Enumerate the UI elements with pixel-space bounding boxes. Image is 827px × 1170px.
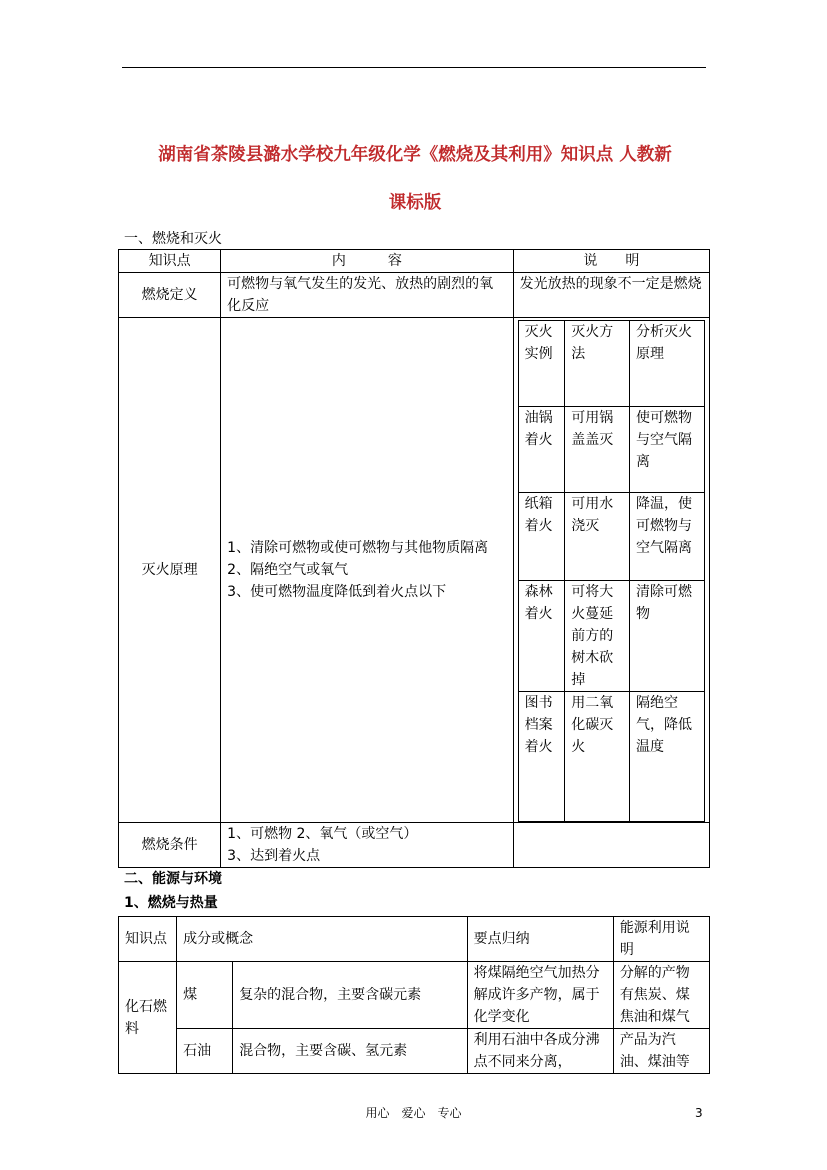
inner-cell: 可将大火蔓延前方的树木砍掉 bbox=[565, 581, 630, 692]
section-heading-2-1: 1、燃烧与热量 bbox=[124, 895, 218, 911]
inner-cell: 可用锅盖盖灭 bbox=[565, 407, 630, 493]
coal-composition: 复杂的混合物，主要含碳元素 bbox=[233, 962, 467, 1029]
inner-cell: 用二氧化碳灭火 bbox=[565, 692, 630, 822]
inner-header-example: 灭火实例 bbox=[518, 321, 565, 407]
fossil-fuel-cell: 化石燃料 bbox=[119, 962, 177, 1074]
row-definition-point: 燃烧定义 bbox=[119, 273, 221, 318]
header-content: 内 容 bbox=[221, 250, 513, 273]
inner-cell: 油锅着火 bbox=[518, 407, 565, 493]
header-rule bbox=[122, 67, 706, 68]
header-composition: 成分或概念 bbox=[177, 917, 467, 962]
page-number: 3 bbox=[695, 1106, 703, 1120]
page-title-line1: 湖南省茶陵县潞水学校九年级化学《燃烧及其利用》知识点 人教新 bbox=[158, 145, 672, 165]
page-title-line2: 课标版 bbox=[388, 193, 442, 213]
extinguish-principle-1: 1、清除可燃物或使可燃物与其他物质隔离 bbox=[227, 540, 489, 556]
header-summary: 要点归纳 bbox=[467, 917, 613, 962]
inner-cell: 降温，使可燃物与空气隔离 bbox=[630, 493, 705, 581]
row-condition-point: 燃烧条件 bbox=[119, 823, 221, 868]
extinguish-examples-table bbox=[518, 320, 705, 822]
oil-summary: 利用石油中各成分沸点不同来分离， bbox=[467, 1029, 613, 1074]
header-knowledge-point: 知识点 bbox=[119, 250, 221, 273]
condition-line-1: 1、可燃物 2、氧气（或空气） bbox=[227, 826, 418, 842]
combustion-table bbox=[118, 249, 710, 868]
header-notes: 说 明 bbox=[513, 250, 709, 273]
coal-summary: 将煤隔绝空气加热分解成许多产物，属于化学变化 bbox=[467, 962, 613, 1029]
energy-table bbox=[118, 916, 710, 1074]
row-condition-content bbox=[221, 823, 513, 868]
oil-energy-use: 产品为汽油、煤油等 bbox=[613, 1029, 709, 1074]
inner-cell: 清除可燃物 bbox=[630, 581, 705, 692]
row-extinguish-point: 灭火原理 bbox=[119, 318, 221, 823]
oil-composition: 混合物，主要含碳、氢元素 bbox=[233, 1029, 467, 1074]
header-knowledge-point: 知识点 bbox=[119, 917, 177, 962]
inner-header-method: 灭火方法 bbox=[565, 321, 630, 407]
row-extinguish-note bbox=[513, 318, 709, 823]
inner-cell: 纸箱着火 bbox=[518, 493, 565, 581]
inner-cell: 可用水浇灭 bbox=[565, 493, 630, 581]
inner-cell: 图书档案着火 bbox=[518, 692, 565, 822]
row-definition-note: 发光放热的现象不一定是燃烧 bbox=[513, 273, 709, 318]
condition-line-2: 3、达到着火点 bbox=[227, 848, 321, 864]
inner-header-principle: 分析灭火原理 bbox=[630, 321, 705, 407]
page-footer: 用心 爱心 专心 bbox=[365, 1106, 462, 1120]
extinguish-principle-3: 3、使可燃物温度降低到着火点以下 bbox=[227, 584, 447, 600]
section-heading-2: 二、能源与环境 bbox=[124, 871, 222, 887]
oil-name: 石油 bbox=[177, 1029, 233, 1074]
coal-name: 煤 bbox=[177, 962, 233, 1029]
row-extinguish-content bbox=[221, 318, 513, 823]
inner-cell: 森林着火 bbox=[518, 581, 565, 692]
row-condition-note bbox=[513, 823, 709, 868]
inner-cell: 隔绝空气，降低温度 bbox=[630, 692, 705, 822]
extinguish-principle-2: 2、隔绝空气或氧气 bbox=[227, 562, 349, 578]
coal-energy-use: 分解的产物有焦炭、煤焦油和煤气 bbox=[613, 962, 709, 1029]
header-energy-use: 能源利用说明 bbox=[613, 917, 709, 962]
section-heading-1: 一、燃烧和灭火 bbox=[124, 231, 222, 247]
row-definition-content: 可燃物与氧气发生的发光、放热的剧烈的氧化反应 bbox=[221, 273, 513, 318]
inner-cell: 使可燃物与空气隔离 bbox=[630, 407, 705, 493]
